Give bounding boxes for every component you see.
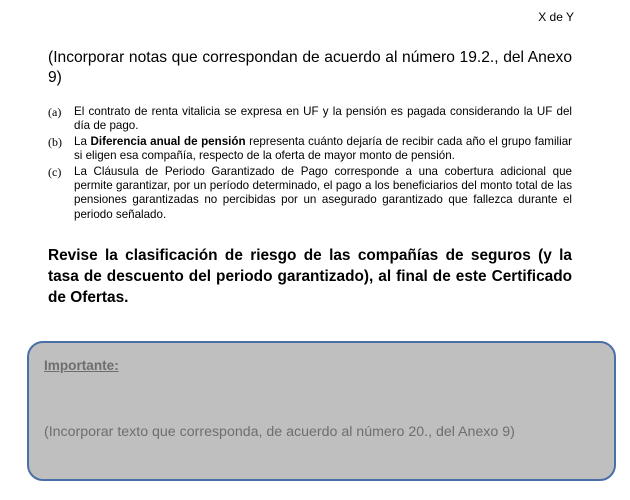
important-text: (Incorporar texto que corresponda, de acuerdo al número 20., del Anexo 9) xyxy=(44,424,515,440)
note-marker: (b) xyxy=(48,134,62,149)
note-marker: (c) xyxy=(48,164,62,179)
note-text-prefix: La xyxy=(74,134,91,148)
intro-note: (Incorporar notas que correspondan de acuerdo al número 19.2., del Anexo 9) xyxy=(48,49,572,86)
note-marker: (a) xyxy=(48,105,62,119)
note-item-a xyxy=(48,105,572,134)
note-text: El contrato de renta vitalicia se expresa en UF y la pensión es pagada considerando la UF del día de pago. xyxy=(74,105,572,133)
note-item-b xyxy=(48,135,572,164)
note-text-suffix: representa cuánto dejaría de recibir cada año el grupo familiar si eligen esa compañía, respecto de la oferta de mayor monto de pensión. xyxy=(74,134,572,163)
notes-list xyxy=(48,105,572,223)
important-box xyxy=(27,341,616,481)
note-item-c xyxy=(48,165,572,223)
page-counter: X de Y xyxy=(538,10,574,24)
note-term-bold: Diferencia anual de pensión xyxy=(90,134,246,148)
note-text: La Cláusula de Periodo Garantizado de Pago corresponde a una cobertura adicional que permite garantizar, por un período determinado, el pago a los beneficiarios del monto total de las pensiones garantizadas no percibidas por un asegurado garantizado que fallezca durante el periodo señalado. xyxy=(74,164,572,221)
review-text: Revise la clasificación de riesgo de las compañías de seguros (y la tasa de descuento del periodo garantizado), al final de este Certificado de Ofertas. xyxy=(48,247,572,306)
important-heading: Importante: xyxy=(44,358,119,373)
note-text xyxy=(74,135,572,164)
